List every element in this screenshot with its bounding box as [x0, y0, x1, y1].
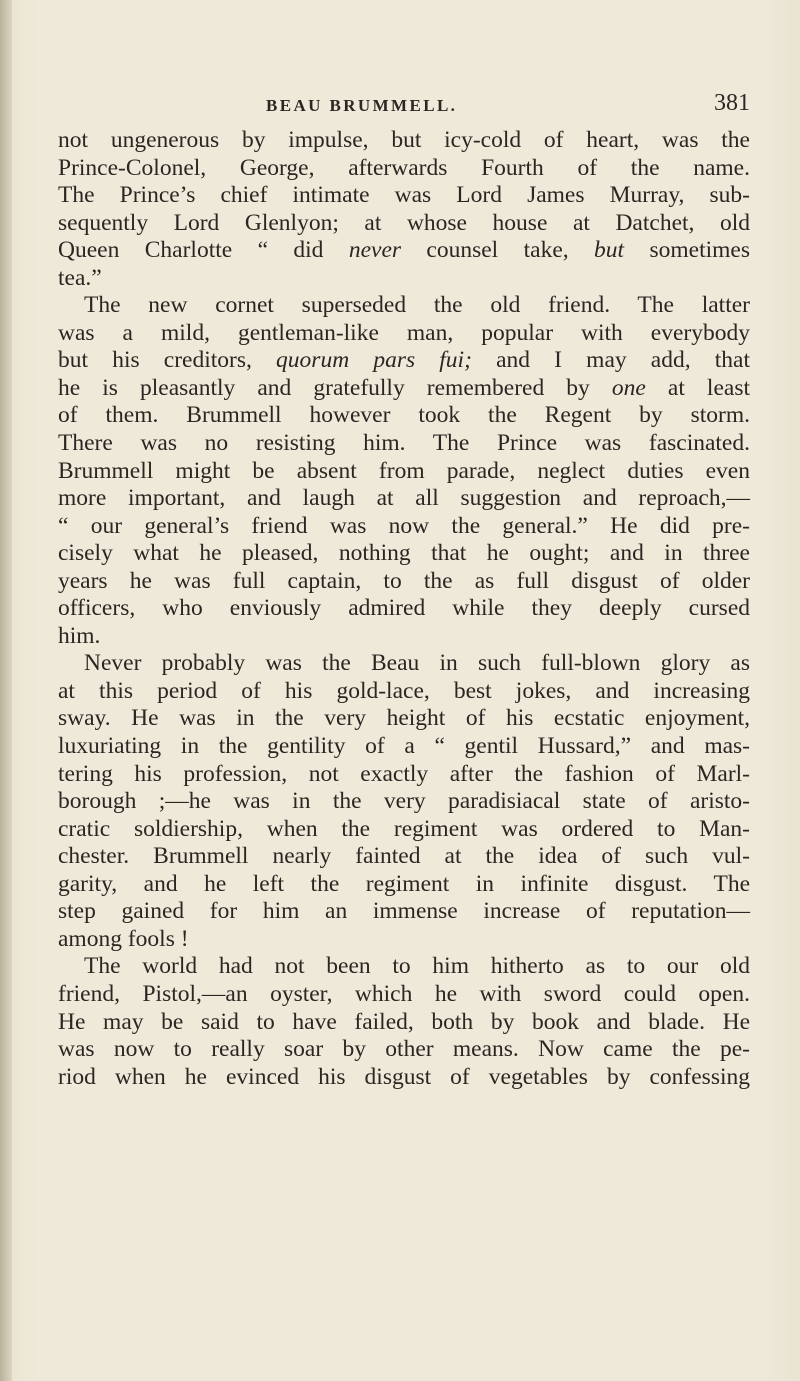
text-segment: Queen Charlotte “ did: [58, 237, 349, 264]
text-line: Brummell might be absent from parade, neglect duties even: [58, 457, 750, 484]
page-gutter: [0, 0, 12, 1381]
italic-text: but: [594, 237, 625, 264]
italic-text: quorum pars fui;: [276, 347, 472, 374]
text-line: tering his profession, not exactly after the fashion of Marl-: [58, 760, 750, 787]
text-line: cisely what he pleased, nothing that he ought; and in three: [58, 540, 750, 567]
text-segment: sometimes: [624, 237, 750, 264]
text-line: riod when he evinced his disgust of vegetables by confessing: [58, 1063, 750, 1090]
text-line: among fools !: [58, 925, 189, 952]
text-line: Prince-Colonel, George, afterwards Fourth of the name.: [58, 154, 750, 181]
text-line: tea.”: [58, 264, 102, 291]
text-segment: and I may add, that: [471, 347, 751, 374]
text-line: He may be said to have failed, both by book and blade. He: [58, 1008, 750, 1035]
text-line: garity, and he left the regiment in infinite disgust. The: [58, 870, 750, 897]
text-line: sequently Lord Glenlyon; at whose house at Datchet, old: [58, 209, 750, 236]
text-line: more important, and laugh at all suggestion and reproach,—: [58, 485, 750, 512]
text-line: cratic soldiership, when the regiment was ordered to Man-: [58, 815, 750, 842]
text-line: [58, 375, 750, 403]
text-line: friend, Pistol,—an oyster, which he with sword could open.: [58, 980, 750, 1007]
text-line: The Prince’s chief intimate was Lord James Murray, sub-: [58, 182, 750, 209]
text-line: luxuriating in the gentility of a “ gentil Hussard,” and mas-: [58, 733, 750, 760]
text-line: sway. He was in the very height of his ecstatic enjoyment,: [58, 705, 750, 732]
text-line: borough ;—he was in the very paradisiacal state of aristo-: [58, 788, 750, 815]
running-head: BEAU BRUMMELL.: [266, 96, 458, 115]
page-number: 381: [714, 90, 750, 116]
text-line: chester. Brummell nearly fainted at the idea of such vul-: [58, 843, 750, 870]
text-line: The new cornet superseded the old friend. The latter: [84, 292, 750, 319]
text-line: was now to really soar by other means. Now came the pe-: [58, 1036, 750, 1063]
text-line: not ungenerous by impulse, but icy-cold of heart, was the: [58, 127, 750, 153]
text-line: him.: [58, 622, 101, 649]
text-line: at this period of his gold-lace, best jokes, and increasing: [58, 677, 750, 704]
text-segment: but his creditors,: [58, 347, 277, 374]
text-line: The world had not been to him hitherto as to our old: [84, 953, 750, 980]
text-line: “ our general’s friend was now the general.” He did pre-: [58, 512, 750, 539]
text-line: There was no resisting him. The Prince was fascinated.: [58, 430, 750, 457]
text-line: officers, who enviously admired while they deeply cursed: [58, 595, 750, 622]
text-line: [58, 347, 750, 375]
text-line: was a mild, gentleman-like man, popular with everybody: [58, 319, 750, 346]
text-line: step gained for him an immense increase of reputation—: [58, 898, 750, 925]
text-line: Never probably was the Beau in such full-blown glory as: [84, 650, 750, 677]
page-header: [60, 90, 750, 126]
text-segment: counsel take,: [401, 237, 595, 264]
text-line: years he was full captain, to the as full disgust of older: [58, 567, 750, 594]
text-segment: he is pleasantly and gratefully remembered by: [58, 374, 612, 401]
italic-text: never: [348, 237, 402, 264]
italic-text: one: [611, 374, 646, 401]
body-text: [58, 127, 750, 1091]
text-line: [58, 237, 750, 265]
text-segment: at least: [645, 374, 750, 401]
text-line: of them. Brummell however took the Regent by storm.: [58, 402, 750, 429]
